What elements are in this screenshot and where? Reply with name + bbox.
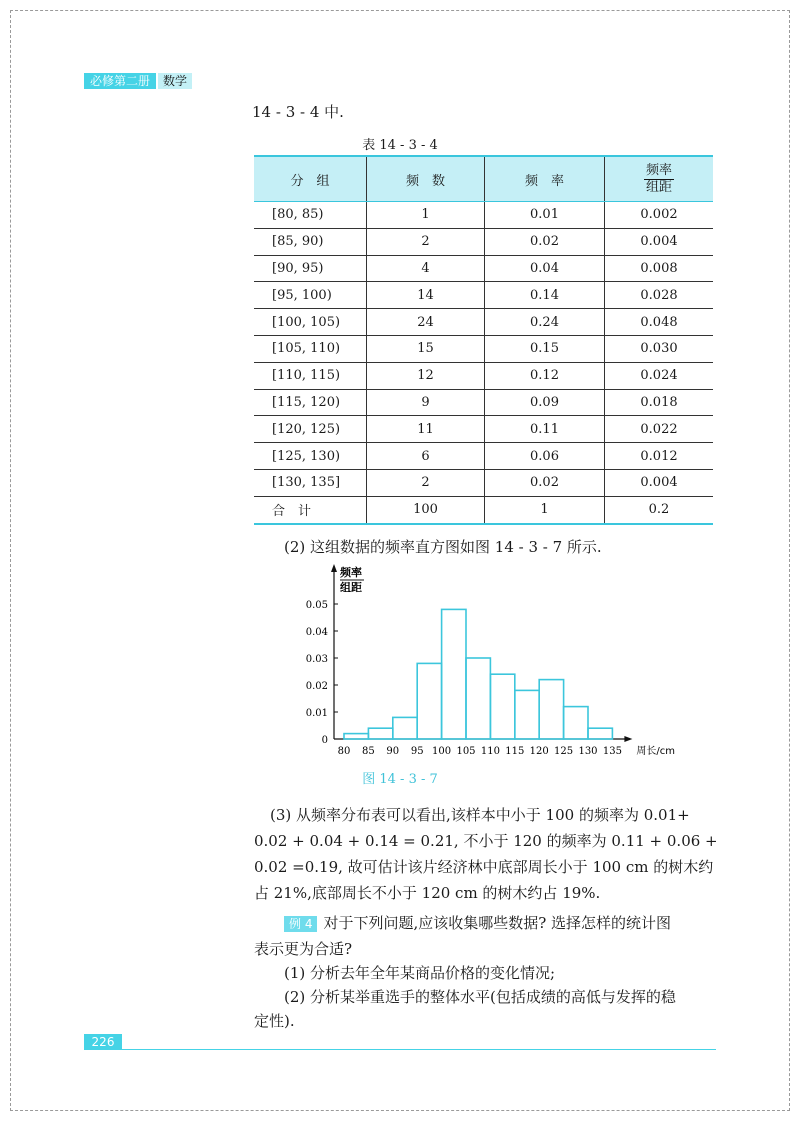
cell-rate: 0.15 bbox=[485, 335, 605, 362]
cell-ratio: 0.024 bbox=[605, 362, 714, 389]
para3-line-1: (3) 从频率分布表可以看出,该样本中小于 100 的频率为 0.01+ bbox=[270, 806, 690, 824]
y-tick-label: 0 bbox=[321, 735, 328, 746]
table-header-row bbox=[254, 156, 713, 202]
x-tick-label: 115 bbox=[505, 746, 525, 757]
cell-rate: 0.02 bbox=[485, 469, 605, 496]
cell-rate: 0.06 bbox=[485, 443, 605, 470]
table-row bbox=[254, 228, 713, 255]
cell-ratio: 0.004 bbox=[605, 469, 714, 496]
cell-group: [80, 85) bbox=[254, 202, 367, 229]
continuation-text: 14 - 3 - 4 中. bbox=[252, 103, 344, 121]
cell-rate: 0.01 bbox=[485, 202, 605, 229]
book-title: 必修第二册 bbox=[84, 73, 156, 89]
example-line-1: 对于下列问题,应该收集哪些数据? 选择怎样的统计图 bbox=[323, 914, 672, 932]
x-tick-label: 125 bbox=[554, 746, 574, 757]
histogram-bar bbox=[368, 728, 392, 739]
cell-group: [95, 100) bbox=[254, 282, 367, 309]
figure-caption: 图 14 - 3 - 7 bbox=[362, 772, 438, 787]
x-tick-label: 90 bbox=[386, 746, 400, 757]
y-tick-label: 0.05 bbox=[305, 600, 328, 611]
cell-group: [90, 95) bbox=[254, 255, 367, 282]
x-axis-label: 周长/cm bbox=[636, 746, 676, 757]
col-header-ratio bbox=[605, 156, 714, 202]
cell-ratio: 0.018 bbox=[605, 389, 714, 416]
cell-rate: 0.04 bbox=[485, 255, 605, 282]
table-row bbox=[254, 282, 713, 309]
x-tick-label: 135 bbox=[602, 746, 622, 757]
x-tick-label: 95 bbox=[410, 746, 424, 757]
cell-count: 100 bbox=[367, 496, 485, 523]
para3-line-4: 占 21%,底部周长不小于 120 cm 的树木约占 19%. bbox=[254, 884, 601, 902]
x-axis-arrow bbox=[624, 736, 632, 742]
para3-line-3: 0.02 =0.19, 故可估计该片经济林中底部周长小于 100 cm 的树木约 bbox=[254, 858, 714, 876]
x-tick-label: 105 bbox=[456, 746, 476, 757]
cell-count: 24 bbox=[367, 309, 485, 336]
y-tick-label: 0.02 bbox=[305, 681, 328, 692]
cell-count: 15 bbox=[367, 335, 485, 362]
histogram-bar bbox=[442, 609, 466, 739]
cell-group: [115, 120) bbox=[254, 389, 367, 416]
footer-rule bbox=[122, 1049, 716, 1050]
table-row bbox=[254, 389, 713, 416]
cell-ratio: 0.012 bbox=[605, 443, 714, 470]
table-row bbox=[254, 309, 713, 336]
table-row bbox=[254, 469, 713, 496]
cell-ratio: 0.002 bbox=[605, 202, 714, 229]
table-row bbox=[254, 416, 713, 443]
table-row bbox=[254, 362, 713, 389]
x-tick-label: 85 bbox=[362, 746, 375, 757]
y-tick-label: 0.03 bbox=[305, 654, 328, 665]
cell-ratio: 0.022 bbox=[605, 416, 714, 443]
histogram-bar bbox=[564, 707, 588, 739]
cell-count: 2 bbox=[367, 469, 485, 496]
histogram-bar bbox=[417, 663, 441, 739]
y-axis-label-num: 频率 bbox=[340, 566, 362, 579]
x-tick-label: 130 bbox=[578, 746, 598, 757]
histogram-bar bbox=[393, 717, 417, 739]
histogram-bar bbox=[490, 674, 514, 739]
table-row bbox=[254, 255, 713, 282]
cell-ratio: 0.030 bbox=[605, 335, 714, 362]
cell-count: 2 bbox=[367, 228, 485, 255]
x-tick-label: 100 bbox=[432, 746, 452, 757]
x-tick-label: 80 bbox=[337, 746, 351, 757]
subject-label: 数学 bbox=[158, 73, 192, 89]
table-row bbox=[254, 202, 713, 229]
histogram-bar bbox=[515, 690, 539, 739]
y-axis-label-den: 组距 bbox=[340, 581, 362, 594]
histogram-bar bbox=[344, 734, 368, 739]
cell-rate: 0.09 bbox=[485, 389, 605, 416]
page-number: 226 bbox=[84, 1034, 122, 1050]
table-row bbox=[254, 335, 713, 362]
cell-count: 14 bbox=[367, 282, 485, 309]
example-line-5: 定性). bbox=[254, 1012, 295, 1030]
cell-ratio: 0.048 bbox=[605, 309, 714, 336]
cell-group: [100, 105) bbox=[254, 309, 367, 336]
cell-rate: 1 bbox=[485, 496, 605, 523]
cell-rate: 0.14 bbox=[485, 282, 605, 309]
running-header bbox=[84, 73, 192, 89]
example-first-line bbox=[284, 912, 671, 933]
cell-rate: 0.12 bbox=[485, 362, 605, 389]
cell-group: [110, 115) bbox=[254, 362, 367, 389]
paragraph-2: (2) 这组数据的频率直方图如图 14 - 3 - 7 所示. bbox=[284, 538, 602, 556]
col-header-count: 频 数 bbox=[367, 156, 485, 202]
cell-rate: 0.24 bbox=[485, 309, 605, 336]
x-tick-label: 110 bbox=[480, 746, 500, 757]
cell-ratio: 0.028 bbox=[605, 282, 714, 309]
cell-group: [120, 125) bbox=[254, 416, 367, 443]
cell-count: 4 bbox=[367, 255, 485, 282]
frequency-table bbox=[254, 155, 713, 525]
histogram-bar bbox=[588, 728, 612, 739]
cell-rate: 0.11 bbox=[485, 416, 605, 443]
frequency-histogram bbox=[290, 562, 700, 762]
example-label: 例 4 bbox=[284, 916, 317, 932]
cell-ratio: 0.004 bbox=[605, 228, 714, 255]
cell-count: 11 bbox=[367, 416, 485, 443]
table-caption: 表 14 - 3 - 4 bbox=[362, 138, 438, 153]
example-question-2: (2) 分析某举重选手的整体水平(包括成绩的高低与发挥的稳 bbox=[284, 988, 676, 1006]
histogram-bar bbox=[539, 680, 563, 739]
y-tick-label: 0.01 bbox=[305, 708, 328, 719]
example-question-1: (1) 分析去年全年某商品价格的变化情况; bbox=[284, 964, 556, 982]
cell-group: [130, 135] bbox=[254, 469, 367, 496]
table-row bbox=[254, 496, 713, 523]
y-tick-label: 0.04 bbox=[305, 627, 328, 638]
cell-count: 12 bbox=[367, 362, 485, 389]
cell-group: [85, 90) bbox=[254, 228, 367, 255]
cell-count: 1 bbox=[367, 202, 485, 229]
col-header-rate: 频 率 bbox=[485, 156, 605, 202]
cell-rate: 0.02 bbox=[485, 228, 605, 255]
cell-group: [105, 110) bbox=[254, 335, 367, 362]
cell-group: 合 计 bbox=[254, 496, 367, 523]
cell-ratio: 0.008 bbox=[605, 255, 714, 282]
cell-ratio: 0.2 bbox=[605, 496, 714, 523]
cell-group: [125, 130) bbox=[254, 443, 367, 470]
cell-count: 9 bbox=[367, 389, 485, 416]
x-tick-label: 120 bbox=[529, 746, 549, 757]
example-line-2: 表示更为合适? bbox=[254, 940, 353, 958]
cell-count: 6 bbox=[367, 443, 485, 470]
y-axis-arrow bbox=[331, 564, 337, 572]
ratio-fraction: $\frac{\text{频率}}{\text{组距}}$ bbox=[645, 162, 672, 195]
col-header-group: 分 组 bbox=[254, 156, 367, 202]
para3-line-2: 0.02 + 0.04 + 0.14 = 0.21, 不小于 120 的频率为 0.11 + 0.06 + bbox=[254, 832, 718, 850]
histogram-bar bbox=[466, 658, 490, 739]
table-row bbox=[254, 443, 713, 470]
